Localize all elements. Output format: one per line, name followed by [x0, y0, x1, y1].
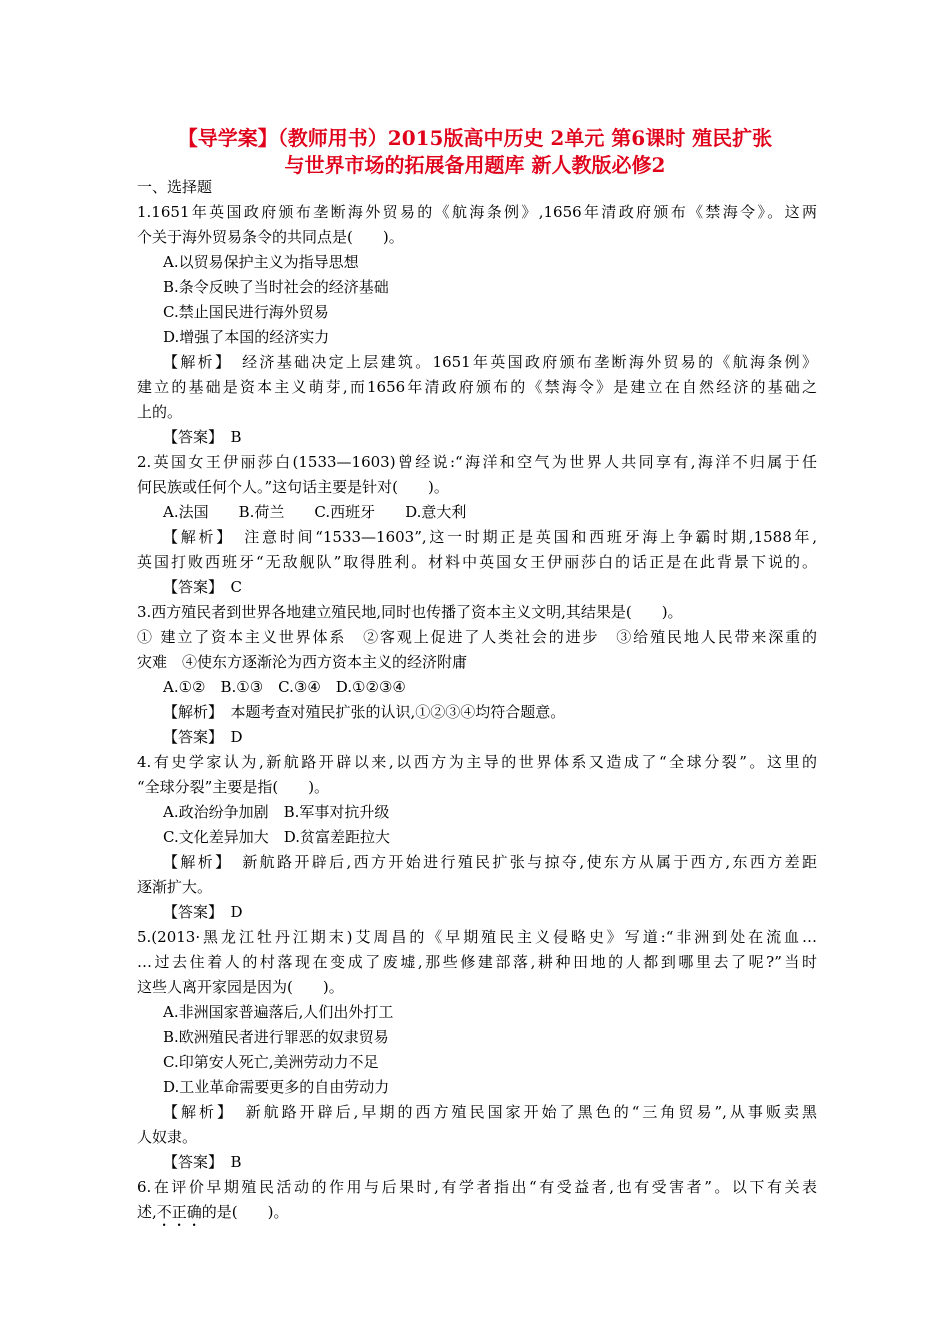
q5-stem-line1: 5.(2013·黑龙江牡丹江期末)艾周昌的《早期殖民主义侵略史》写道:“非洲到处在流血…	[137, 928, 817, 946]
q3-answer: 【答案】 D	[163, 728, 243, 746]
q4-stem-line1: 4.有史学家认为,新航路开辟以来,以西方为主导的世界体系又造成了“全球分裂”。这里的	[137, 753, 817, 771]
q4-options-ab: A.政治纷争加剧 B.军事对抗升级	[163, 803, 390, 821]
q5-option-b: B.欧洲殖民者进行罪恶的奴隶贸易	[163, 1028, 389, 1046]
q1-option-d: D.增强了本国的经济实力	[163, 328, 330, 346]
q1-explanation-line2: 建立的基础是资本主义萌芽,而1656年清政府颁布的《禁海令》是建立在自然经济的基础之	[137, 378, 817, 396]
q4-explanation-line1: 【解析】 新航路开辟后,西方开始进行殖民扩张与掠夺,使东方从属于西方,东西方差距	[163, 853, 817, 871]
q5-explanation-line1: 【解析】 新航路开辟后,早期的西方殖民国家开始了黑色的“三角贸易”,从事贩卖黑	[163, 1103, 817, 1121]
q5-stem-line2: …过去住着人的村落现在变成了废墟,那些修建部落,耕种田地的人都到哪里去了呢?”当时	[137, 953, 817, 971]
q5-option-a: A.非洲国家普遍落后,人们出外打工	[163, 1003, 394, 1021]
q4-explanation-line2: 逐渐扩大。	[137, 878, 213, 896]
q1-stem-line1: 1.1651年英国政府颁布垄断海外贸易的《航海条例》,1656年清政府颁布《禁海令》。这两	[137, 203, 817, 221]
q2-explanation-line1: 【解析】 注意时间“1533—1603”,这一时期正是英国和西班牙海上争霸时期,1588年,	[163, 528, 817, 546]
q5-option-c: C.印第安人死亡,美洲劳动力不足	[163, 1053, 379, 1071]
q2-explanation-line2: 英国打败西班牙“无敌舰队”取得胜利。材料中英国女王伊丽莎白的话正是在此背景下说的。	[137, 553, 817, 571]
q1-explanation-line1: 【解析】 经济基础决定上层建筑。1651年英国政府颁布垄断海外贸易的《航海条例》	[163, 353, 817, 371]
q1-answer: 【答案】 B	[163, 428, 242, 446]
q4-answer: 【答案】 D	[163, 903, 243, 921]
q5-stem-line3: 这些人离开家园是因为( )。	[137, 978, 344, 996]
document-title-line2: 与世界市场的拓展备用题库 新人教版必修2	[284, 153, 666, 177]
q6-stem-suffix: 的是( )。	[201, 1203, 289, 1221]
q5-answer: 【答案】 B	[163, 1153, 242, 1171]
q3-stem-line1: 3.西方殖民者到世界各地建立殖民地,同时也传播了资本主义文明,其结果是( )。	[137, 603, 683, 621]
q3-stem-line3: 灾难 ④使东方逐渐沦为西方资本主义的经济附庸	[137, 653, 468, 671]
q5-option-d: D.工业革命需要更多的自由劳动力	[163, 1078, 390, 1096]
q2-answer: 【答案】 C	[163, 578, 242, 596]
q2-stem-line1: 2.英国女王伊丽莎白(1533—1603)曾经说:“海洋和空气为世界人共同享有,海洋不归属于任	[137, 453, 817, 471]
q1-explanation-line3: 上的。	[137, 403, 183, 421]
q5-explanation-line2: 人奴隶。	[137, 1128, 198, 1146]
q1-stem-line2: 个关于海外贸易条令的共同点是( )。	[137, 228, 404, 246]
q2-options: A.法国 B.荷兰 C.西班牙 D.意大利	[163, 503, 467, 521]
q6-stem-prefix: 述,	[137, 1203, 157, 1221]
q6-stem-line1: 6.在评价早期殖民活动的作用与后果时,有学者指出“有受益者,也有受害者”。以下有关表	[137, 1178, 817, 1196]
q1-option-c: C.禁止国民进行海外贸易	[163, 303, 329, 321]
q6-stem-line2	[137, 1202, 289, 1230]
document-title-line1: 【导学案】（教师用书）2015版高中历史 2单元 第6课时 殖民扩张	[177, 126, 773, 150]
section-heading: 一、选择题	[137, 178, 213, 196]
q1-option-b: B.条令反映了当时社会的经济基础	[163, 278, 389, 296]
q4-stem-line2: “全球分裂”主要是指( )。	[137, 778, 330, 796]
q6-emphasis-text: 不正确	[156, 1203, 202, 1221]
q2-stem-line2: 何民族或任何个人。”这句话主要是针对( )。	[137, 478, 449, 496]
q1-option-a: A.以贸易保护主义为指导思想	[163, 253, 359, 271]
q4-options-cd: C.文化差异加大 D.贫富差距拉大	[163, 828, 390, 846]
q3-options: A.①② B.①③ C.③④ D.①②③④	[163, 678, 406, 696]
q3-stem-line2: ① 建立了资本主义世界体系 ②客观上促进了人类社会的进步 ③给殖民地人民带来深重的	[137, 628, 817, 646]
q3-explanation: 【解析】 本题考查对殖民扩张的认识,①②③④均符合题意。	[163, 703, 566, 721]
